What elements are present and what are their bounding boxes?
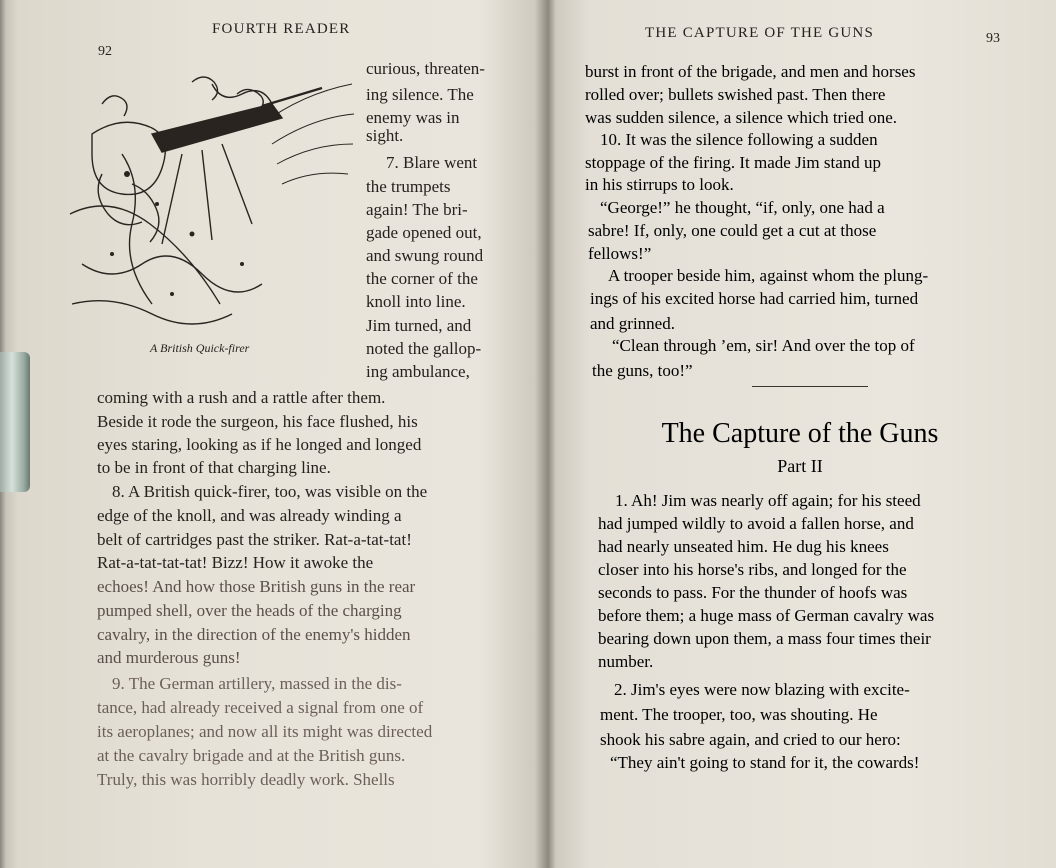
- left-running-head: FOURTH READER: [212, 21, 351, 37]
- text-line: number.: [598, 652, 654, 671]
- text-line: “Clean through ’em, sir! And over the top of: [612, 336, 915, 355]
- text-line: to be in front of that charging line.: [97, 458, 331, 477]
- text-line: gade opened out,: [366, 223, 482, 242]
- text-line: “George!” he thought, “if, only, one had a: [600, 198, 885, 217]
- text-line: enemy was in: [366, 108, 460, 127]
- text-line: echoes! And how those British guns in the rear: [97, 577, 416, 596]
- text-line: belt of cartridges past the striker. Rat-a-tat-tat!: [97, 530, 412, 549]
- text-line: was sudden silence, a silence which tried one.: [585, 108, 898, 127]
- text-line: coming with a rush and a rattle after them.: [97, 388, 386, 407]
- text-line: rolled over; bullets swished past. Then there: [585, 85, 886, 104]
- text-line: and grinned.: [590, 314, 675, 333]
- text-line: and murderous guns!: [97, 648, 241, 667]
- text-line: its aeroplanes; and now all its might was directed: [97, 722, 433, 741]
- text-line: seconds to pass. For the thunder of hoofs was: [598, 583, 908, 602]
- text-line: 2. Jim's eyes were now blazing with excite-: [614, 680, 910, 699]
- text-line: shook his sabre again, and cried to our hero:: [600, 730, 901, 749]
- text-line: noted the gallop-: [366, 339, 482, 358]
- text-line: ing ambulance,: [366, 362, 470, 381]
- text-line: pumped shell, over the heads of the charging: [97, 601, 402, 620]
- text-line: at the cavalry brigade and at the British guns.: [97, 746, 406, 765]
- text-line: Jim turned, and: [366, 316, 472, 335]
- text-line: in his stirrups to look.: [585, 175, 734, 194]
- text-line: A trooper beside him, against whom the plung-: [608, 266, 929, 285]
- text-line: stoppage of the firing. It made Jim stand up: [585, 153, 882, 172]
- text-line: and swung round: [366, 246, 484, 265]
- chapter-title: The Capture of the Guns: [661, 418, 939, 449]
- text-line: edge of the knoll, and was already winding a: [97, 506, 402, 525]
- illustration-caption: A British Quick-firer: [150, 341, 250, 355]
- text-line: cavalry, in the direction of the enemy's hidden: [97, 625, 411, 644]
- text-line: ment. The trooper, too, was shouting. He: [600, 705, 878, 724]
- text-line: burst in front of the brigade, and men and horses: [585, 62, 916, 81]
- text-line: Truly, this was horribly deadly work. Shells: [97, 770, 395, 789]
- chapter-part: Part II: [777, 456, 823, 476]
- text-line: the trumpets: [366, 177, 451, 196]
- text-line: 10. It was the silence following a sudden: [600, 130, 878, 149]
- text-line: 1. Ah! Jim was nearly off again; for his steed: [615, 491, 921, 510]
- text-line: knoll into line.: [366, 292, 466, 311]
- quick-firer-illustration: [62, 64, 358, 332]
- text-line: closer into his horse's ribs, and longed for the: [598, 560, 907, 579]
- text-line: ings of his excited horse had carried him, turned: [590, 289, 919, 308]
- text-line: “They ain't going to stand for it, the cowards!: [610, 753, 920, 772]
- text-line: Beside it rode the surgeon, his face flushed, his: [97, 412, 418, 431]
- left-page-number: 92: [98, 44, 112, 59]
- text-line: Rat-a-tat-tat-tat! Bizz! How it awoke the: [97, 553, 374, 572]
- right-page-number: 93: [986, 31, 1000, 46]
- right-running-head: THE CAPTURE OF THE GUNS: [645, 25, 875, 41]
- text-line: before them; a huge mass of German cavalry was: [598, 606, 935, 625]
- text-line: fellows!”: [588, 244, 652, 263]
- text-line: 7. Blare went: [386, 153, 478, 172]
- text-line: 9. The German artillery, massed in the dis-: [112, 674, 402, 693]
- text-line: had nearly unseated him. He dug his knees: [598, 537, 889, 556]
- text-line: bearing down upon them, a mass four times their: [598, 629, 931, 648]
- text-line: ing silence. The: [366, 85, 474, 104]
- text-line: had jumped wildly to avoid a fallen horse, and: [598, 514, 914, 533]
- text-line: tance, had already received a signal from one of: [97, 698, 424, 717]
- text-line: sight.: [366, 126, 404, 145]
- text-line: eyes staring, looking as if he longed and longed: [97, 435, 422, 454]
- text-line: sabre! If, only, one could get a cut at those: [588, 221, 877, 240]
- text-line: again! The bri-: [366, 200, 468, 219]
- text-line: the corner of the: [366, 269, 478, 288]
- section-divider: [752, 386, 868, 387]
- text-line: the guns, too!”: [592, 361, 693, 380]
- text-line: curious, threaten-: [366, 59, 485, 78]
- text-line: 8. A British quick-firer, too, was visible on the: [112, 482, 428, 501]
